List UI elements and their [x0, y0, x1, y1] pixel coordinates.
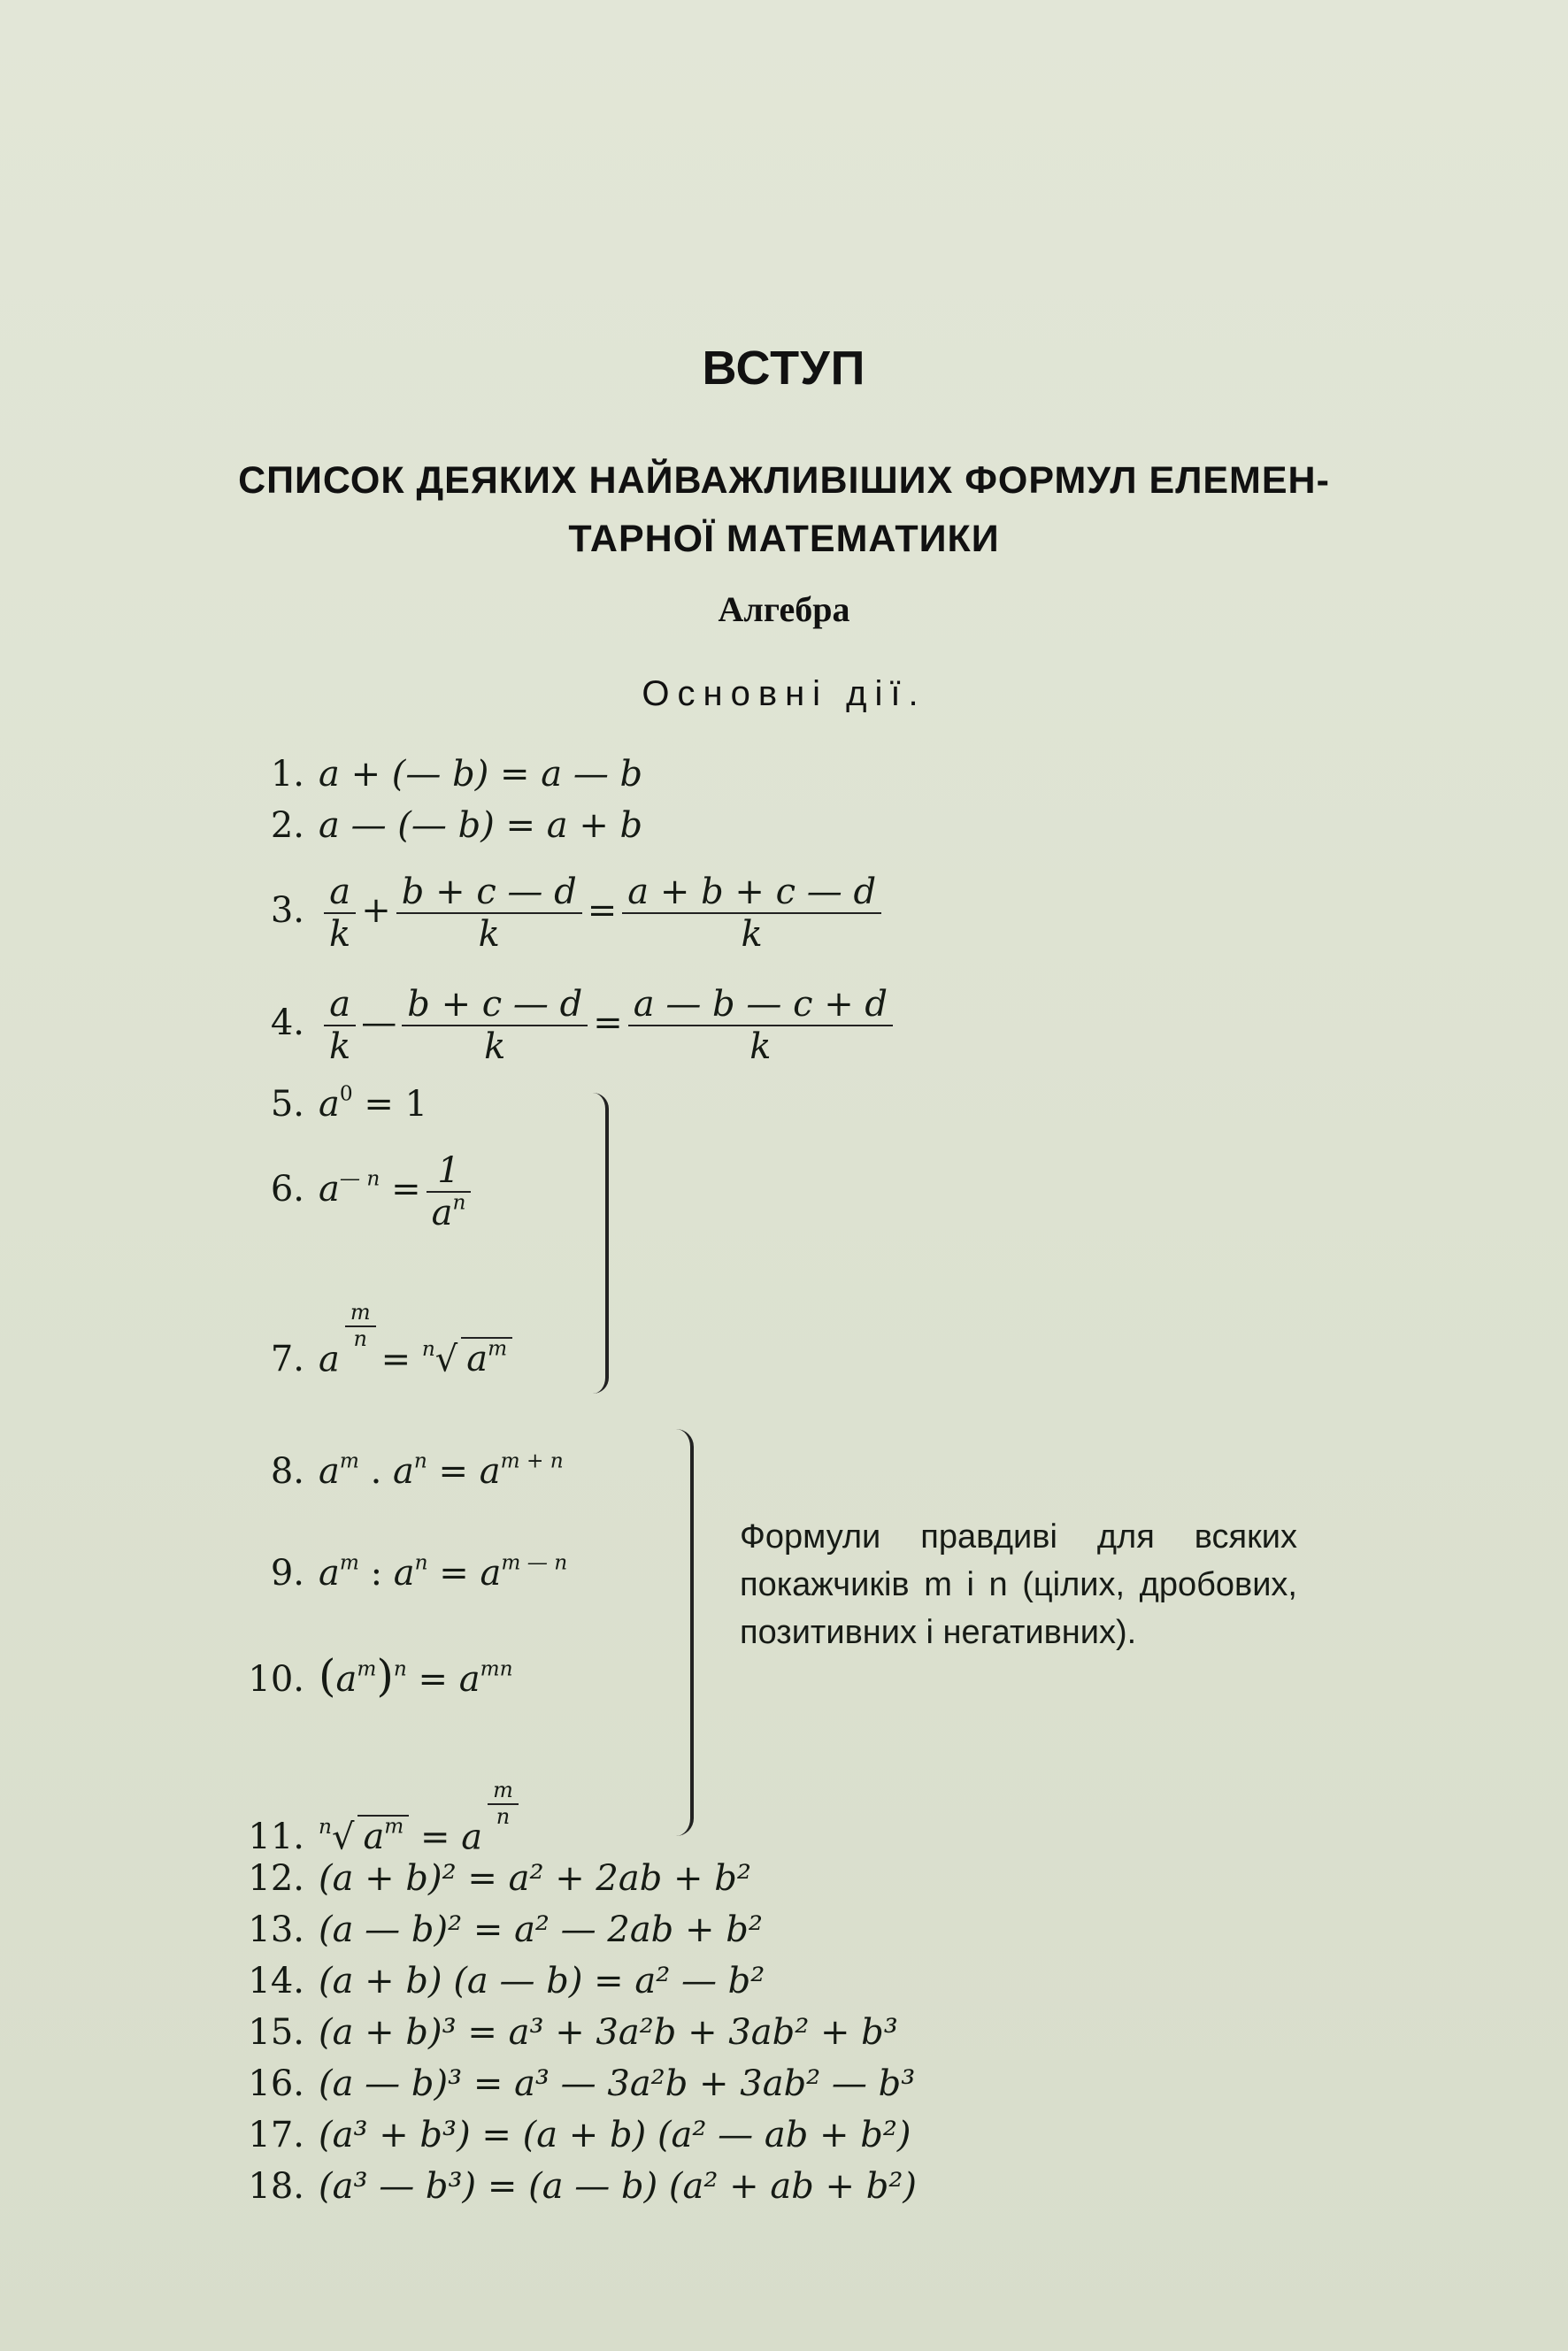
formula-3: 3. $\frac{a}{k}$ + $\frac{b + c — d}{k}$ = $\frac{a + b + c — d}{k}$ [246, 872, 887, 960]
formula-number: 17. [248, 2115, 304, 2155]
radicand: $a^m$ [357, 1815, 409, 1857]
formula-2 [246, 805, 642, 851]
formula-number: 10. [248, 1659, 304, 1700]
formula-number: 7. [270, 1339, 304, 1380]
formula-number: 6. [270, 1169, 304, 1210]
formula-13 [246, 1909, 763, 1955]
brace-group-1 [586, 1093, 609, 1394]
formula-8: 8. $a^m$ . $a^n = a^{m + n}$ [246, 1451, 564, 1497]
formula-expression: (a + b)³ = a³ + 3a²b + 3ab² + b³ [319, 2012, 898, 2053]
formula-expression: (a + b) (a — b) = a² — b² [319, 1961, 765, 2001]
formula-number: 16. [248, 2063, 304, 2104]
formula-number: 5. [270, 1084, 304, 1125]
subsection-title: Основні дії. [642, 674, 926, 713]
fraction: $\frac{a — b — c + d}{k}$ [628, 984, 893, 1067]
formula-expression: a + (— b) = a — b [319, 754, 643, 795]
formula-expression: (a — b)² = a² — 2ab + b² [319, 1909, 763, 1950]
exponent-fraction: $\frac{m}{n}$ [488, 1779, 519, 1829]
page-subheading [0, 451, 1568, 568]
radicand: $a^m$ [461, 1337, 512, 1379]
formula-number: 9. [270, 1553, 304, 1594]
formula-7: 7. a $\frac{m}{n}$ = $^n$√ $a^m$ [246, 1301, 512, 1398]
formula-number: 1. [270, 754, 304, 795]
subheading-line-1: СПИСОК ДЕЯКИХ НАЙВАЖЛИВІШИХ ФОРМУЛ ЕЛЕМЕН- [238, 459, 1330, 502]
formula-14 [246, 1961, 765, 2007]
fraction: $\frac{1}{a^n}$ [427, 1150, 472, 1233]
formula-15 [246, 2012, 898, 2058]
formula-expression: (a — b)³ = a³ — 3a²b + 3ab² — b³ [319, 2063, 916, 2104]
formula-6: 6. $a^{— n}$ = $\frac{1}{a^n}$ [246, 1150, 476, 1248]
formula-expression: a — (— b) = a + b [319, 805, 643, 846]
formula-9: 9. $a^m$ : $a^n = a^{m — n}$ [246, 1553, 567, 1599]
formula-17 [246, 2115, 911, 2161]
formula-expression: (a + b)² = a² + 2ab + b² [319, 1858, 751, 1899]
fraction: $\frac{b + c — d}{k}$ [396, 872, 582, 955]
formula-number: 14. [248, 1961, 304, 2001]
radical-sign: √ [331, 1817, 355, 1858]
formula-number: 8. [270, 1451, 304, 1492]
formula-18 [246, 2166, 917, 2212]
formula-12 [246, 1858, 751, 1904]
section-title: Алгебра [718, 589, 850, 629]
fraction: $\frac{b + c — d}{k}$ [402, 984, 588, 1067]
page-heading: ВСТУП [702, 342, 866, 395]
formula-1 [246, 754, 642, 800]
formula-number: 13. [248, 1909, 304, 1950]
subheading-line-2: ТАРНОЇ МАТЕМАТИКИ [568, 518, 1000, 560]
formula-expression: (a³ — b³) = (a — b) (a² + ab + b²) [319, 2166, 917, 2207]
formula-4: 4. $\frac{a}{k}$ — $\frac{b + c — d}{k}$ = $\frac{a — b — c + d}{k}$ [246, 984, 898, 1072]
formula-16 [246, 2063, 915, 2109]
formula-expression: (a³ + b³) = (a + b) (a² — ab + b²) [319, 2115, 911, 2155]
formula-number: 4. [270, 1003, 304, 1043]
fraction: $\frac{a}{k}$ [324, 872, 356, 955]
formula-number: 15. [248, 2012, 304, 2053]
formula-number: 18. [248, 2166, 304, 2207]
formula-number: 3. [270, 890, 304, 931]
formula-number: 11. [248, 1817, 304, 1858]
brace-group-2 [669, 1429, 694, 1836]
note-text: Формули правдиві для всяких покажчиків m і n (цілих, дробових, позитивних і негативних). [740, 1518, 1297, 1651]
formula-number: 2. [270, 805, 304, 846]
fraction: $\frac{a + b + c — d}{k}$ [622, 872, 881, 955]
radical-sign: √ [434, 1339, 458, 1380]
formula-11: 11. $^n$√ $a^m = a$ $\frac{m}{n}$ [246, 1779, 524, 1876]
formula-10: 10. $(a^m)^n = a^{mn}$ [246, 1650, 513, 1696]
formula-5: 5. $a^0 = 1$ [246, 1084, 427, 1130]
exponent-fraction: $\frac{m}{n}$ [345, 1301, 376, 1351]
fraction: $\frac{a}{k}$ [324, 984, 356, 1067]
formula-number: 12. [248, 1858, 304, 1899]
